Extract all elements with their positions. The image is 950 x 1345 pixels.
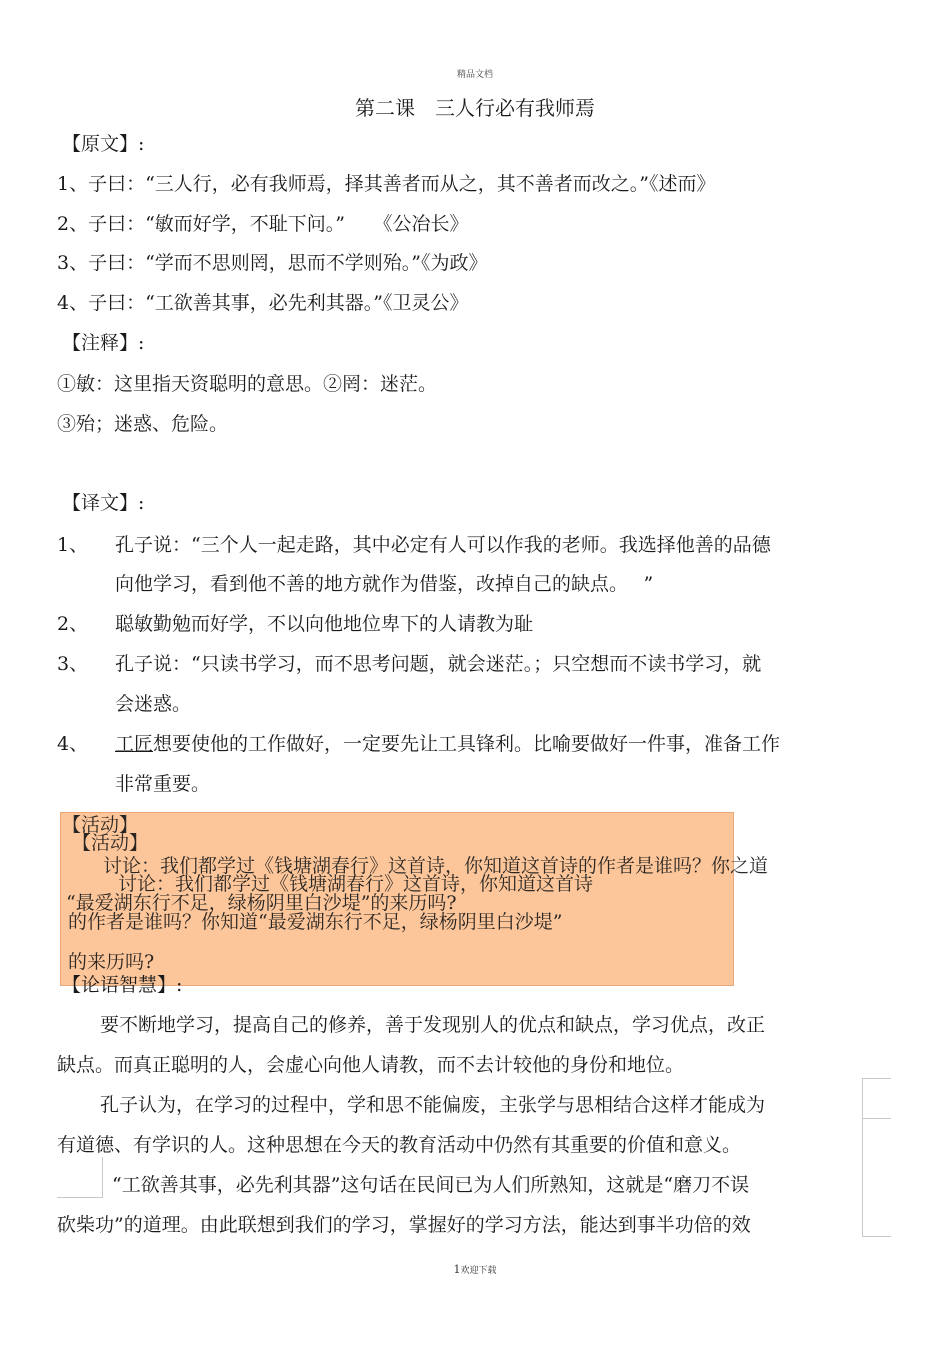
original-heading: 【原文】: bbox=[62, 133, 145, 155]
translation-num-2: 2、 bbox=[57, 613, 89, 635]
translation-4-line-1 bbox=[115, 731, 780, 757]
translation-3-line-1: 孔子说：“只读书学习，而不思考问题，就会迷茫。；只空想而不读书学习，就 bbox=[115, 653, 762, 675]
original-line-4: 4、子曰：“工欲善其事，必先利其器。”《卫灵公》 bbox=[57, 292, 469, 314]
annotation-line-2: ③殆；迷惑、危险。 bbox=[57, 413, 229, 435]
underlined-word: 工匠 bbox=[115, 733, 154, 755]
translation-heading: 【译文】: bbox=[62, 492, 145, 514]
page-footer bbox=[0, 1263, 950, 1276]
wisdom-line-4: 有道德、有学识的人。这种思想在今天的教育活动中仍然有其重要的价值和意义。 bbox=[57, 1134, 742, 1156]
wisdom-heading: 【论语智慧】: bbox=[62, 974, 183, 996]
footer-text: 欢迎下载 bbox=[460, 1266, 497, 1276]
translation-1-line-1: 孔子说：“三个人一起走路，其中必定有人可以作我的老师。我选择他善的品德 bbox=[115, 534, 771, 556]
activity-heading-a: 【活动】 bbox=[62, 814, 139, 836]
wisdom-line-1: 要不断地学习，提高自己的修养，善于发现别人的优点和缺点，学习优点，改正 bbox=[100, 1014, 766, 1036]
translation-1-line-2: 向他学习，看到他不善的地方就作为借鉴，改掉自己的缺点。 ” bbox=[115, 573, 654, 595]
activity-line-b2: 的作者是谁吗？你知道“最爱湖东行不足，绿杨阴里白沙堤” bbox=[68, 911, 563, 933]
activity-line-b3: 的来历吗? bbox=[68, 951, 155, 973]
translation-num-3: 3、 bbox=[57, 653, 89, 675]
translation-num-4: 4、 bbox=[57, 733, 89, 755]
activity-line-a2: “最爱湖东行不足，绿杨阴里白沙堤”的来历吗? bbox=[66, 892, 457, 914]
original-line-2: 2、子曰：“敏而好学，不耻下问。” 《公冶长》 bbox=[57, 213, 469, 235]
activity-heading-b: 【活动】 bbox=[72, 832, 149, 854]
original-line-3: 3、子曰：“学而不思则罔，思而不学则殆。”《为政》 bbox=[57, 252, 488, 274]
wisdom-line-5: “工欲善其事，必先利其器”这句话在民间已为人们所熟知，这就是“磨刀不误 bbox=[112, 1174, 750, 1196]
wisdom-line-3: 孔子认为，在学习的过程中，学和思不能偏废，主张学与思相结合这样才能成为 bbox=[100, 1094, 766, 1116]
scan-frame-left bbox=[57, 1157, 103, 1198]
wisdom-line-2: 缺点。而真正聪明的人，会虚心向他人请教，而不去计较他的身份和地位。 bbox=[57, 1054, 685, 1076]
activity-line-a1: 讨论：我们都学过《钱塘湖春行》这首诗，你知道这首诗的作者是谁吗？你之道 bbox=[103, 855, 769, 877]
annotation-heading: 【注释】: bbox=[62, 332, 145, 354]
scan-frame-right-mid bbox=[862, 1118, 891, 1159]
translation-4-line-1-rest: 想要使他的工作做好，一定要先让工具锋利。比喻要做好一件事，准备工作 bbox=[153, 733, 781, 755]
scan-frame-right-bottom bbox=[862, 1158, 891, 1237]
page-number: 1 bbox=[453, 1263, 461, 1276]
page-title: 第二课 三人行必有我师焉 bbox=[355, 96, 595, 120]
original-line-1: 1、子曰：“三人行，必有我师焉，择其善者而从之，其不善者而改之。”《述而》 bbox=[57, 173, 716, 195]
scan-frame-right-top bbox=[862, 1078, 891, 1119]
translation-3-line-2: 会迷惑。 bbox=[115, 693, 192, 715]
annotation-line-1: ①敏：这里指天资聪明的意思。②罔：迷茫。 bbox=[57, 373, 438, 395]
wisdom-line-6: 砍柴功”的道理。由此联想到我们的学习，掌握好的学习方法，能达到事半功倍的效 bbox=[57, 1214, 751, 1236]
translation-4-line-2: 非常重要。 bbox=[115, 773, 211, 795]
header-note: 精品文档 bbox=[456, 70, 493, 80]
activity-line-b1: 讨论：我们都学过《钱塘湖春行》这首诗，你知道这首诗 bbox=[118, 873, 594, 895]
translation-num-1: 1、 bbox=[57, 534, 89, 556]
translation-2-line-1: 聪敏勤勉而好学，不以向他地位卑下的人请教为耻 bbox=[115, 613, 534, 635]
